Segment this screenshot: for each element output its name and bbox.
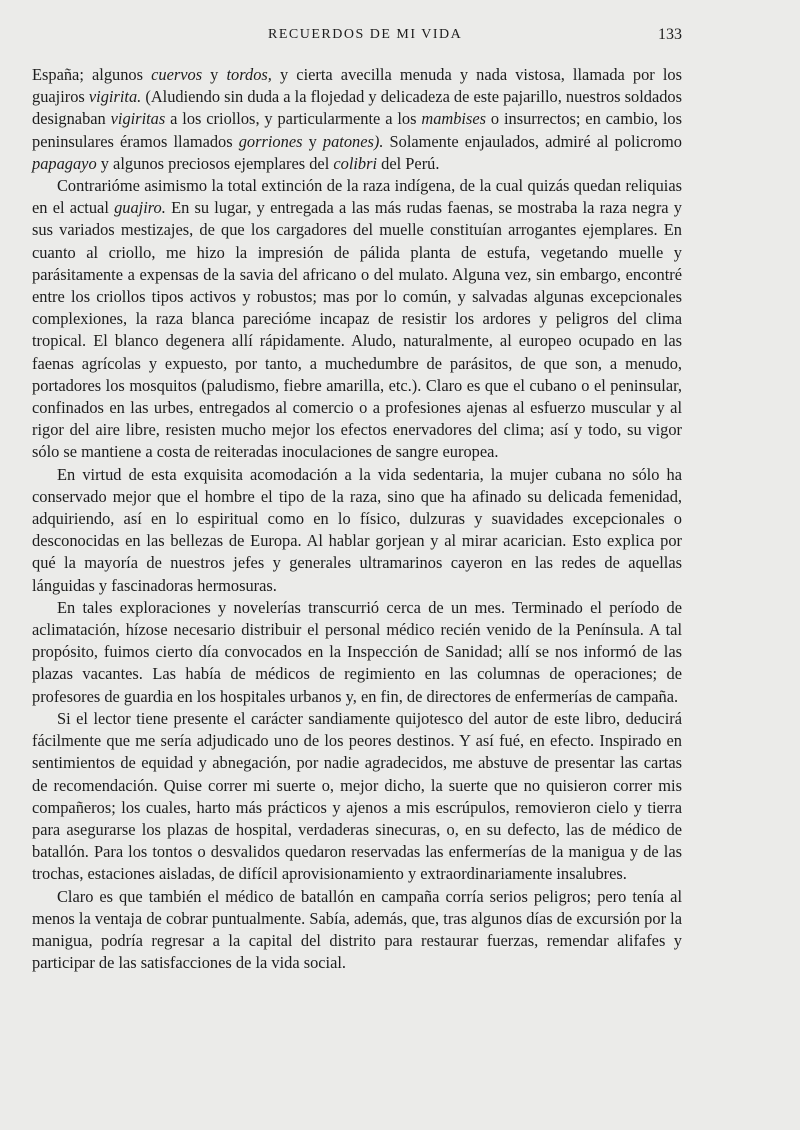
running-title: RECUERDOS DE MI VIDA xyxy=(268,27,463,42)
paragraph xyxy=(32,708,682,886)
italic-text: vigirita. xyxy=(88,87,142,107)
italic-text: colibri xyxy=(333,153,378,173)
italic-text: gorriones xyxy=(238,131,303,151)
text-run: Claro es que también el médico de batallón en campaña corría serios peligros; pero tenía al menos la ventaja de cobrar puntualmente. Sabía, además, que, tras algunos días de excursión por la manigua, podría regresar a la capital del distrito para restaurar fuerzas, remendar alifafes y participar de las satisfacciones de la vida social. xyxy=(32,886,682,973)
text-run: En tales exploraciones y novelerías transcurrió cerca de un mes. Terminado el período de aclimatación, hízose necesario distribuir el personal médico recién venido de la Península. A tal propósito, fuimos cierto día convocados en la Inspección de Sanidad; allí se nos informó de las plazas vacantes. Las había de médicos de regimiento en las columnas de operaciones; de profesores de guardia en los hospitales urbanos y, en fin, de directores de enfermerías de campaña. xyxy=(32,597,682,706)
text-run: Solamente enjaulados, admiré al policromo xyxy=(383,131,682,151)
text-run: y cierta avecilla menuda y nada vistosa, llamada por los guajiros xyxy=(32,65,683,107)
text-run: En su lugar, y entregada a las más rudas faenas, se mostraba la raza negra y sus variados mestizajes, de que los cargadores del muelle constituían arrogantes ejemplares. En cuanto al criollo, me hizo la impresión de pálida planta de estufa, vegetando muelle y parásitamente a expensas de la savia del africano o del mulato. Alguna vez, sin embargo, encontré entre los criollos tipos activos y robustos; mas por lo común, y salvadas algunas excepcionales complexiones, la raza blanca parecióme incapaz de resistir los ardores y peligros del clima tropical. El blanco degenera allí rápidamente. Aludo, naturalmente, al europeo ocupado en las faenas agrícolas y expuesto, por tanto, a muchedumbre de parásitos, de que son, a menudo, portadores los mosquitos (paludismo, fiebre amarilla, etc.). Claro es que el cubano o el peninsular, confinados en las urbes, entregados al comercio o a profesiones ajenas al esfuerzo muscular y al rigor del aire libre, resisten mucho mejor los efectos enervadores del clima; así y todo, su vigor sólo se mantiene a costa de reiteradas inoculaciones de sangre europea. xyxy=(32,198,682,462)
italic-text: guajiro. xyxy=(114,198,166,218)
italic-text: mambises xyxy=(421,109,487,129)
italic-text: cuervos xyxy=(151,65,203,84)
italic-text: tordos, xyxy=(226,65,272,84)
text-run: del Perú. xyxy=(377,153,440,173)
italic-text: patones). xyxy=(322,131,384,151)
text-run: Si el lector tiene presente el carácter sandiamente quijotesco del autor de este libro, deducirá fácilmente que me sería adjudicado uno de los peores destinos. Y así fué, en efecto. Inspirado en sentimientos de equidad y abnegación, por nadie agradecidos, me abstuve de presentar las cartas de recomendación. Quise correr mi suerte o, mejor dicho, la suerte que no quisieron correr mis compañeros; los cuales, harto más prácticos y ajenos a mis escrúpulos, removieron cielo y tierra para asegurarse los plazas de hospital, verdaderas sinecuras, o, en su defecto, las de médico de batallón. Para los tontos o desvalidos quedaron reservadas las enfermerías de la manigua y de las trochas, estaciones aisladas, de difícil aprovisionamiento y extraordinariamente insalubres. xyxy=(32,708,682,884)
paragraph xyxy=(32,64,682,175)
text-run: En virtud de esta exquisita acomodación a la vida sedentaria, la mujer cubana no sólo ha conservado mejor que el hombre el tipo de la raza, sino que ha afinado su delicada femenidad, adquiriendo, así en lo espiritual como en lo físico, dulzuras y suavidades excepcionales o desconocidas en las bellezas de Europa. Al hablar gorjean y al mirar acarician. Esto explica por qué la mayoría de nuestros jefes y generales ultramarinos cayeron en las redes de aquellas lánguidas y fascinadoras hermosuras. xyxy=(32,464,682,595)
text-run: y algunos preciosos ejemplares del xyxy=(96,153,334,173)
text-run: a los criollos, y particularmente a los xyxy=(165,109,422,129)
text-run: y xyxy=(302,131,323,151)
text-run: (Aludiendo sin duda a la flojedad y delicadeza de este pajarillo, nuestros soldados designaban xyxy=(32,87,682,129)
text-run: Contrarióme asimismo la total extinción de la raza indígena, de la cual quizás quedan reliquias en el actual xyxy=(32,176,682,218)
paragraph xyxy=(32,886,682,975)
text-run: o insurrectos; en cambio, los peninsulares éramos llamados xyxy=(32,109,682,151)
text-run: y xyxy=(202,65,227,84)
page-number: 133 xyxy=(658,26,682,43)
italic-text: vigiritas xyxy=(110,109,166,129)
paragraph xyxy=(32,597,682,708)
text-run: España; algunos xyxy=(32,65,152,84)
body-text xyxy=(32,64,682,974)
italic-text: papagayo xyxy=(32,153,97,173)
paragraph xyxy=(32,464,682,597)
paragraph xyxy=(32,175,682,464)
